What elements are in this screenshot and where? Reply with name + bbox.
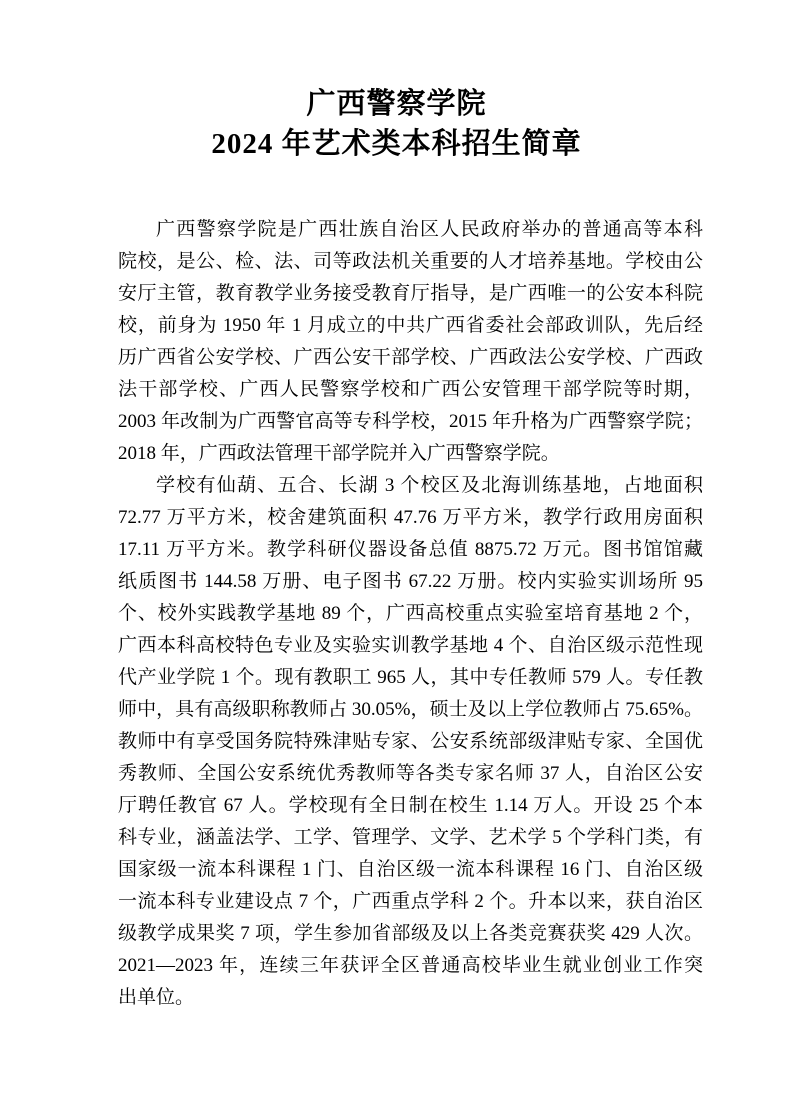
paragraph-line: 2003 年改制为广西警官高等专科学校，2015 年升格为广西警察学院；	[118, 411, 703, 432]
paragraph-line: 纸质图书 144.58 万册、电子图书 67.22 万册。校内实验实训场所 95	[118, 571, 703, 592]
paragraph-line: 级教学成果奖 7 项，学生参加省部级及以上各类竞赛获奖 429 人次。	[118, 923, 703, 944]
document-title-line-2: 2024 年艺术类本科招生简章	[211, 128, 582, 160]
paragraph-line: 一流本科专业建设点 7 个，广西重点学科 2 个。升本以来，获自治区	[118, 891, 703, 912]
paragraph-line: 2018 年，广西政法管理干部学院并入广西警察学院。	[118, 443, 560, 464]
paragraph-line: 院校，是公、检、法、司等政法机关重要的人才培养基地。学校由公	[118, 251, 703, 272]
document-body	[118, 214, 703, 1014]
paragraph-line: 学校有仙葫、五合、长湖 3 个校区及北海训练基地，占地面积	[156, 475, 703, 496]
paragraph-campus-stats	[118, 470, 703, 1014]
paragraph-line: 历广西省公安学校、广西公安干部学校、广西政法公安学校、广西政	[118, 347, 703, 368]
paragraph-line: 安厅主管，教育教学业务接受教育厅指导，是广西唯一的公安本科院	[118, 283, 703, 304]
paragraph-line: 个、校外实践教学基地 89 个，广西高校重点实验室培育基地 2 个，	[118, 603, 703, 624]
paragraph-line: 秀教师、全国公安系统优秀教师等各类专家名师 37 人，自治区公安	[118, 763, 703, 784]
paragraph-line: 师中，具有高级职称教师占 30.05%，硕士及以上学位教师占 75.65%。	[118, 699, 703, 720]
document-title-line-1: 广西警察学院	[306, 88, 487, 120]
paragraph-line: 2021—2023 年，连续三年获评全区普通高校毕业生就业创业工作突	[118, 955, 703, 976]
paragraph-line: 国家级一流本科课程 1 门、自治区级一流本科课程 16 门、自治区级	[118, 859, 703, 880]
paragraph-line: 出单位。	[118, 987, 195, 1008]
document-title	[0, 0, 793, 164]
paragraph-line: 厅聘任教官 67 人。学校现有全日制在校生 1.14 万人。开设 25 个本	[118, 795, 703, 816]
paragraph-line: 教师中有享受国务院特殊津贴专家、公安系统部级津贴专家、全国优	[118, 731, 703, 752]
paragraph-line: 法干部学校、广西人民警察学校和广西公安管理干部学院等时期，	[118, 379, 703, 400]
paragraph-line: 72.77 万平方米，校舍建筑面积 47.76 万平方米，教学行政用房面积	[118, 507, 703, 528]
paragraph-line: 校，前身为 1950 年 1 月成立的中共广西省委社会部政训队，先后经	[118, 315, 703, 336]
paragraph-line: 科专业，涵盖法学、工学、管理学、文学、艺术学 5 个学科门类，有	[118, 827, 703, 848]
paragraph-line: 代产业学院 1 个。现有教职工 965 人，其中专任教师 579 人。专任教	[118, 667, 703, 688]
paragraph-line: 广西警察学院是广西壮族自治区人民政府举办的普通高等本科	[156, 219, 703, 240]
paragraph-school-intro	[118, 214, 703, 470]
paragraph-line: 17.11 万平方米。教学科研仪器设备总值 8875.72 万元。图书馆馆藏	[118, 539, 703, 560]
paragraph-line: 广西本科高校特色专业及实验实训教学基地 4 个、自治区级示范性现	[118, 635, 703, 656]
